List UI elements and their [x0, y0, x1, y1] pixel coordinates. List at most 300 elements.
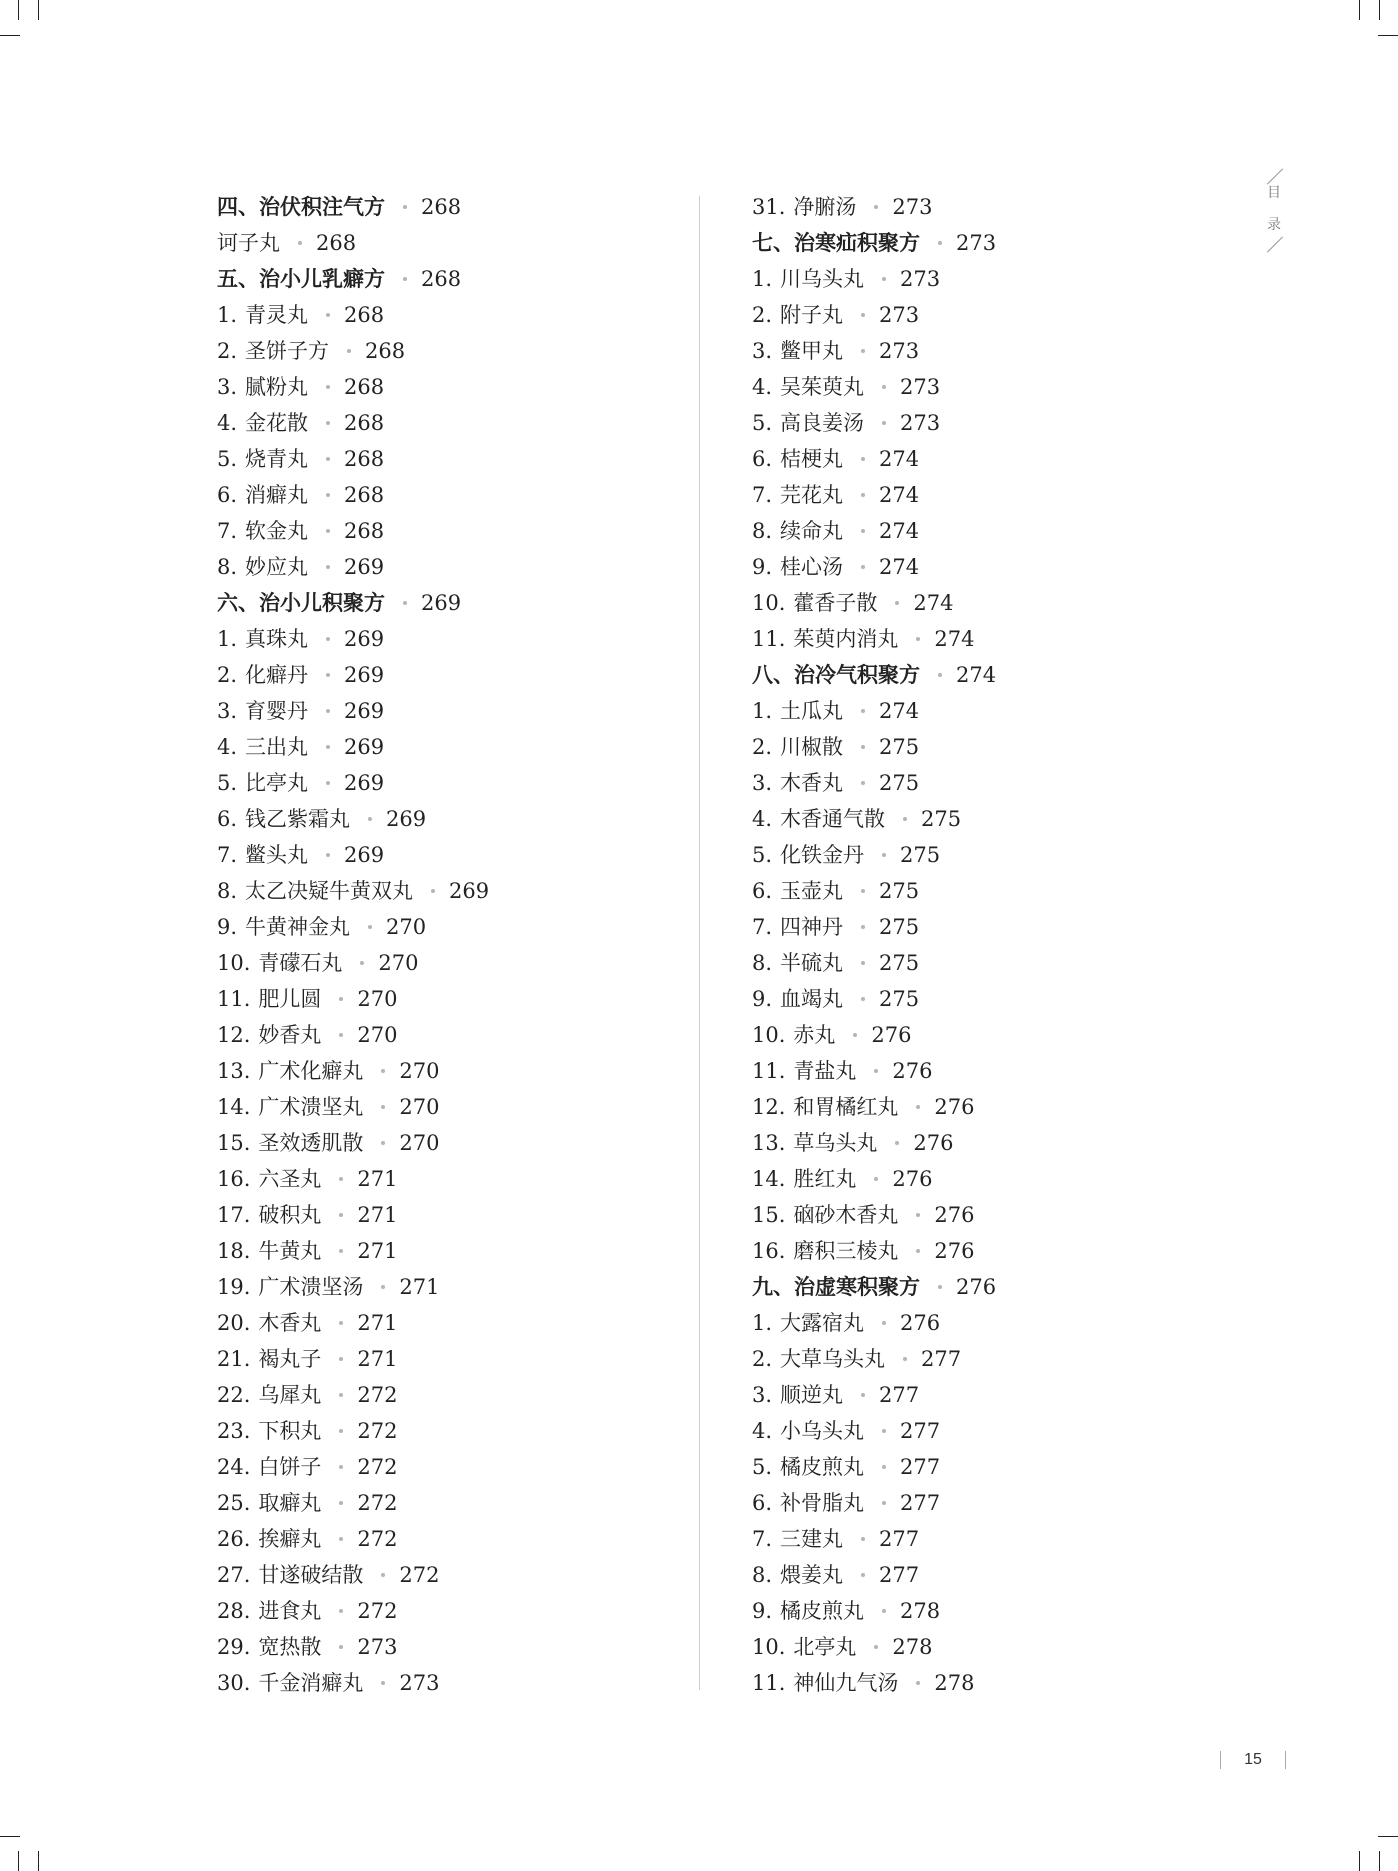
toc-entry-title: 腻粉丸 — [245, 375, 309, 399]
toc-entry-page: 272 — [357, 1383, 398, 1407]
toc-entry — [752, 693, 1222, 729]
toc-entry-number: 5. — [217, 447, 238, 471]
toc-entry-page: 273 — [900, 267, 941, 291]
toc-entry — [217, 369, 687, 405]
leader-dot — [360, 961, 364, 965]
toc-entry-number: 9. — [752, 987, 773, 1011]
leader-dot — [882, 421, 886, 425]
toc-entry-number: 26. — [217, 1527, 251, 1551]
toc-entry-title: 橘皮煎丸 — [780, 1599, 865, 1623]
toc-entry-page: 274 — [879, 519, 920, 543]
toc-entry-title: 化癖丹 — [245, 663, 309, 687]
toc-entry-number: 6. — [217, 483, 238, 507]
toc-entry-title: 妙香丸 — [258, 1023, 322, 1047]
toc-entry-title: 川乌头丸 — [780, 267, 865, 291]
toc-entry-title: 圣效透肌散 — [258, 1131, 364, 1155]
toc-entry — [217, 441, 687, 477]
toc-entry-page: 273 — [879, 303, 920, 327]
toc-entry-number: 5. — [752, 411, 773, 435]
toc-entry-title: 桔梗丸 — [780, 447, 844, 471]
toc-entry-page: 276 — [913, 1131, 954, 1155]
toc-entry-title: 净腑汤 — [793, 195, 857, 219]
toc-entry — [217, 477, 687, 513]
toc-entry — [752, 621, 1222, 657]
toc-entry-title: 木香丸 — [258, 1311, 322, 1335]
leader-dot — [339, 1537, 343, 1541]
toc-entry-number: 8. — [217, 879, 238, 903]
toc-entry — [217, 693, 687, 729]
toc-entry-title: 六圣丸 — [258, 1167, 322, 1191]
toc-entry-title: 三建丸 — [780, 1527, 844, 1551]
toc-entry-title: 四、治伏积注气方 — [217, 194, 385, 219]
leader-dot — [882, 1465, 886, 1469]
toc-entry-page: 268 — [344, 411, 385, 435]
toc-entry-number: 22. — [217, 1383, 251, 1407]
toc-entry-page: 270 — [378, 951, 419, 975]
toc-entry — [752, 1665, 1222, 1701]
toc-entry-page: 276 — [956, 1275, 997, 1299]
leader-dot — [882, 1429, 886, 1433]
leader-dot — [861, 529, 865, 533]
toc-entry — [217, 1305, 687, 1341]
toc-entry-page: 268 — [316, 231, 357, 255]
toc-entry-page: 269 — [421, 591, 462, 615]
leader-dot — [861, 313, 865, 317]
leader-dot — [916, 1681, 920, 1685]
toc-entry-number: 23. — [217, 1419, 251, 1443]
toc-entry-number: 13. — [217, 1059, 251, 1083]
toc-entry-page: 270 — [399, 1095, 440, 1119]
leader-dot — [874, 1177, 878, 1181]
toc-entry-page: 274 — [879, 555, 920, 579]
toc-entry — [217, 1341, 687, 1377]
toc-entry — [752, 261, 1222, 297]
toc-entry-page: 269 — [344, 771, 385, 795]
side-tab-char: 录 — [1267, 217, 1281, 233]
leader-dot — [882, 1609, 886, 1613]
toc-entry-title: 进食丸 — [258, 1599, 322, 1623]
leader-dot — [916, 1249, 920, 1253]
toc-entry-number: 24. — [217, 1455, 251, 1479]
leader-dot — [916, 1105, 920, 1109]
toc-entry-number: 16. — [752, 1239, 786, 1263]
toc-entry-number: 1. — [752, 699, 773, 723]
leader-dot — [882, 277, 886, 281]
leader-dot — [938, 1285, 942, 1289]
toc-entry-page: 269 — [344, 735, 385, 759]
toc-entry-title: 褐丸子 — [258, 1347, 322, 1371]
toc-entry — [217, 333, 687, 369]
toc-entry-page: 275 — [879, 915, 920, 939]
toc-entry-title: 胜红丸 — [793, 1167, 857, 1191]
leader-dot — [326, 493, 330, 497]
toc-entry-number: 7. — [752, 483, 773, 507]
leader-dot — [326, 565, 330, 569]
toc-entry-page: 268 — [344, 303, 385, 327]
toc-entry — [752, 1161, 1222, 1197]
leader-dot — [861, 457, 865, 461]
toc-entry-title: 比亭丸 — [245, 771, 309, 795]
toc-entry-number: 3. — [217, 375, 238, 399]
leader-dot — [347, 349, 351, 353]
toc-entry-number: 27. — [217, 1563, 251, 1587]
toc-entry — [752, 837, 1222, 873]
toc-entry-page: 277 — [900, 1455, 941, 1479]
toc-section-heading — [217, 261, 687, 297]
toc-entry-page: 275 — [879, 735, 920, 759]
toc-entry — [752, 513, 1222, 549]
leader-dot — [339, 1465, 343, 1469]
toc-entry-page: 269 — [386, 807, 427, 831]
leader-dot — [326, 529, 330, 533]
toc-entry-page: 268 — [344, 447, 385, 471]
toc-entry-number: 12. — [217, 1023, 251, 1047]
toc-entry-title: 鳖甲丸 — [780, 339, 844, 363]
toc-entry-page: 268 — [365, 339, 406, 363]
toc-entry-title: 鳖头丸 — [245, 843, 309, 867]
toc-entry-number: 12. — [752, 1095, 786, 1119]
leader-dot — [326, 673, 330, 677]
toc-entry-number: 4. — [752, 807, 773, 831]
toc-entry-page: 276 — [900, 1311, 941, 1335]
toc-entry-page: 273 — [900, 375, 941, 399]
toc-entry-number: 19. — [217, 1275, 251, 1299]
toc-entry-number: 3. — [752, 339, 773, 363]
leader-dot — [861, 925, 865, 929]
toc-entry-page: 271 — [399, 1275, 440, 1299]
leader-dot — [339, 1321, 343, 1325]
toc-entry-title: 顺逆丸 — [780, 1383, 844, 1407]
toc-entry — [752, 1197, 1222, 1233]
toc-entry-page: 272 — [357, 1419, 398, 1443]
toc-entry — [752, 1125, 1222, 1161]
leader-dot — [403, 601, 407, 605]
toc-entry-page: 277 — [879, 1527, 920, 1551]
toc-entry-number: 7. — [752, 1527, 773, 1551]
leader-dot — [938, 673, 942, 677]
toc-entry-page: 278 — [900, 1599, 941, 1623]
leader-dot — [916, 1213, 920, 1217]
toc-entry-number: 14. — [217, 1095, 251, 1119]
toc-entry-page: 275 — [879, 987, 920, 1011]
toc-section-heading — [752, 225, 1222, 261]
toc-entry — [217, 549, 687, 585]
toc-entry-title: 高良姜汤 — [780, 411, 865, 435]
toc-entry-number: 7. — [217, 519, 238, 543]
leader-dot — [853, 1033, 857, 1037]
toc-section-heading — [217, 585, 687, 621]
toc-entry — [752, 1413, 1222, 1449]
leader-dot — [368, 925, 372, 929]
toc-entry-title: 橘皮煎丸 — [780, 1455, 865, 1479]
toc-entry-title: 大露宿丸 — [780, 1311, 865, 1335]
toc-entry-page: 274 — [879, 447, 920, 471]
toc-entry — [752, 1017, 1222, 1053]
toc-entry-title: 藿香子散 — [793, 591, 878, 615]
toc-entry-title: 小乌头丸 — [780, 1419, 865, 1443]
toc-entry-page: 269 — [344, 627, 385, 651]
toc-entry-number: 1. — [752, 1311, 773, 1335]
toc-entry-page: 275 — [921, 807, 962, 831]
leader-dot — [381, 1681, 385, 1685]
toc-entry-page: 268 — [421, 195, 462, 219]
leader-dot — [298, 241, 302, 245]
toc-entry-page: 272 — [357, 1455, 398, 1479]
toc-entry-title: 太乙决疑牛黄双丸 — [245, 879, 414, 903]
toc-entry-number: 4. — [752, 375, 773, 399]
toc-entry-page: 276 — [934, 1095, 975, 1119]
leader-dot — [339, 1177, 343, 1181]
toc-entry-title: 妙应丸 — [245, 555, 309, 579]
toc-entry-page: 273 — [900, 411, 941, 435]
toc-entry-title: 北亭丸 — [793, 1635, 857, 1659]
toc-entry-title: 烧青丸 — [245, 447, 309, 471]
leader-dot — [882, 385, 886, 389]
leader-dot — [882, 1501, 886, 1505]
leader-dot — [339, 1357, 343, 1361]
toc-entry-page: 276 — [934, 1203, 975, 1227]
toc-entry — [752, 405, 1222, 441]
toc-entry — [752, 765, 1222, 801]
leader-dot — [403, 277, 407, 281]
leader-dot — [861, 493, 865, 497]
toc-entry-page: 272 — [357, 1599, 398, 1623]
toc-entry-page: 275 — [879, 879, 920, 903]
toc-entry-number: 1. — [217, 303, 238, 327]
leader-dot — [381, 1069, 385, 1073]
toc-entry-number: 8. — [752, 519, 773, 543]
toc-entry-number: 4. — [217, 411, 238, 435]
toc-entry-number: 10. — [752, 1023, 786, 1047]
toc-entry-title: 诃子丸 — [217, 231, 280, 255]
leader-dot — [903, 1357, 907, 1361]
toc-entry-title: 土瓜丸 — [780, 699, 844, 723]
toc-entry-number: 10. — [217, 951, 251, 975]
toc-entry-title: 九、治虚寒积聚方 — [752, 1274, 920, 1299]
toc-entry-title: 血竭丸 — [780, 987, 844, 1011]
toc-entry-title: 化铁金丹 — [780, 843, 865, 867]
toc-entry — [752, 873, 1222, 909]
toc-entry-number: 1. — [752, 267, 773, 291]
leader-dot — [861, 745, 865, 749]
toc-entry-number: 8. — [217, 555, 238, 579]
toc-entry-title: 三出丸 — [245, 735, 309, 759]
toc-entry-page: 274 — [934, 627, 975, 651]
toc-entry-number: 3. — [217, 699, 238, 723]
toc-entry-number: 11. — [217, 987, 251, 1011]
toc-entry — [217, 1557, 687, 1593]
toc-entry-page: 272 — [399, 1563, 440, 1587]
toc-entry-page: 277 — [879, 1563, 920, 1587]
toc-entry-title: 半硫丸 — [780, 951, 844, 975]
toc-entry-title: 肥儿圆 — [258, 987, 322, 1011]
toc-entry — [217, 945, 687, 981]
toc-entry-page: 273 — [357, 1635, 398, 1659]
toc-entry — [217, 1377, 687, 1413]
toc-entry-number: 10. — [752, 591, 786, 615]
toc-entry-number: 21. — [217, 1347, 251, 1371]
toc-entry-page: 269 — [344, 843, 385, 867]
leader-dot — [381, 1141, 385, 1145]
toc-entry-page: 276 — [892, 1167, 933, 1191]
toc-entry-title: 青礞石丸 — [258, 951, 343, 975]
toc-entry-title: 育婴丹 — [245, 699, 309, 723]
toc-entry-number: 11. — [752, 1059, 786, 1083]
toc-left-column — [217, 189, 687, 1701]
leader-dot — [938, 241, 942, 245]
toc-entry-page: 271 — [357, 1203, 398, 1227]
toc-entry — [752, 801, 1222, 837]
toc-entry — [217, 765, 687, 801]
toc-entry — [217, 1521, 687, 1557]
toc-entry — [752, 945, 1222, 981]
toc-entry-title: 青灵丸 — [245, 303, 309, 327]
toc-entry — [752, 549, 1222, 585]
leader-dot — [326, 385, 330, 389]
leader-dot — [882, 853, 886, 857]
toc-entry-number: 20. — [217, 1311, 251, 1335]
leader-dot — [339, 1249, 343, 1253]
toc-entry-title: 草乌头丸 — [793, 1131, 878, 1155]
leader-dot — [895, 601, 899, 605]
toc-entry-title: 桂心汤 — [780, 555, 844, 579]
toc-entry-page: 271 — [357, 1311, 398, 1335]
toc-entry — [752, 1053, 1222, 1089]
toc-entry-number: 1. — [217, 627, 238, 651]
toc-entry-title: 下积丸 — [258, 1419, 322, 1443]
leader-dot — [381, 1285, 385, 1289]
toc-entry-number: 28. — [217, 1599, 251, 1623]
toc-entry-page: 270 — [386, 915, 427, 939]
toc-entry-title: 神仙九气汤 — [793, 1671, 899, 1695]
toc-entry-title: 磨积三棱丸 — [793, 1239, 899, 1263]
toc-entry-page: 271 — [357, 1167, 398, 1191]
toc-entry-number: 14. — [752, 1167, 786, 1191]
toc-entry-number: 2. — [217, 339, 238, 363]
leader-dot — [861, 889, 865, 893]
toc-entry-page: 273 — [956, 231, 997, 255]
toc-entry-number: 17. — [217, 1203, 251, 1227]
toc-entry-page: 278 — [892, 1635, 933, 1659]
toc-entry-title: 玉壶丸 — [780, 879, 844, 903]
toc-entry-page: 274 — [913, 591, 954, 615]
leader-dot — [882, 1321, 886, 1325]
toc-entry-number: 30. — [217, 1671, 251, 1695]
toc-entry-page: 278 — [934, 1671, 975, 1695]
toc-entry-page: 276 — [892, 1059, 933, 1083]
leader-dot — [326, 745, 330, 749]
toc-entry-title: 煨姜丸 — [780, 1563, 844, 1587]
toc-entry-number: 2. — [752, 735, 773, 759]
toc-entry-title: 大草乌头丸 — [780, 1347, 886, 1371]
toc-entry — [752, 1233, 1222, 1269]
toc-entry-number: 13. — [752, 1131, 786, 1155]
toc-entry — [752, 477, 1222, 513]
toc-entry-page: 271 — [357, 1239, 398, 1263]
leader-dot — [431, 889, 435, 893]
toc-entry-number: 5. — [217, 771, 238, 795]
toc-entry-page: 269 — [344, 699, 385, 723]
toc-entry-title: 钱乙紫霜丸 — [245, 807, 351, 831]
toc-entry-number: 2. — [217, 663, 238, 687]
toc-entry-number: 7. — [217, 843, 238, 867]
toc-entry-number: 31. — [752, 195, 786, 219]
toc-entry-number: 10. — [752, 1635, 786, 1659]
toc-entry — [752, 909, 1222, 945]
toc-entry-number: 11. — [752, 1671, 786, 1695]
toc-entry-title: 消癖丸 — [245, 483, 309, 507]
toc-entry-page: 268 — [344, 375, 385, 399]
toc-entry-title: 甘遂破结散 — [258, 1563, 364, 1587]
toc-entry-title: 广术溃坚汤 — [258, 1275, 364, 1299]
toc-entry — [752, 1485, 1222, 1521]
toc-entry-page: 272 — [357, 1527, 398, 1551]
toc-entry-number: 8. — [752, 1563, 773, 1587]
toc-entry-number: 18. — [217, 1239, 251, 1263]
toc-entry — [752, 1341, 1222, 1377]
leader-dot — [861, 1537, 865, 1541]
toc-entry — [217, 1269, 687, 1305]
toc-entry-title: 六、治小儿积聚方 — [217, 590, 385, 615]
toc-entry-number: 15. — [217, 1131, 251, 1155]
toc-entry-page: 271 — [357, 1347, 398, 1371]
leader-dot — [916, 637, 920, 641]
toc-entry-number: 9. — [752, 555, 773, 579]
toc-entry — [752, 1593, 1222, 1629]
toc-entry — [217, 909, 687, 945]
leader-dot — [326, 853, 330, 857]
toc-entry-page: 277 — [900, 1419, 941, 1443]
toc-entry-page: 277 — [900, 1491, 941, 1515]
toc-entry-title: 乌犀丸 — [258, 1383, 322, 1407]
leader-dot — [874, 1069, 878, 1073]
toc-entry-number: 5. — [752, 1455, 773, 1479]
leader-dot — [861, 349, 865, 353]
toc-entry-title: 木香通气散 — [780, 807, 886, 831]
toc-entry-number: 2. — [752, 1347, 773, 1371]
toc-entry — [217, 729, 687, 765]
toc-entry-page: 270 — [357, 1023, 398, 1047]
toc-entry-number: 7. — [752, 915, 773, 939]
toc-entry — [217, 1197, 687, 1233]
toc-entry — [217, 873, 687, 909]
toc-entry-page: 269 — [344, 555, 385, 579]
leader-dot — [874, 205, 878, 209]
toc-entry-title: 硇砂木香丸 — [793, 1203, 899, 1227]
toc-entry-page: 270 — [399, 1059, 440, 1083]
toc-entry-page: 269 — [344, 663, 385, 687]
toc-entry-page: 275 — [879, 771, 920, 795]
leader-dot — [339, 1645, 343, 1649]
toc-entry-number: 6. — [217, 807, 238, 831]
toc-entry-page: 274 — [879, 699, 920, 723]
leader-dot — [339, 997, 343, 1001]
leader-dot — [895, 1141, 899, 1145]
toc-entry — [217, 1449, 687, 1485]
toc-entry-page: 276 — [934, 1239, 975, 1263]
side-tab-char: 目 — [1267, 185, 1281, 201]
toc-entry — [752, 369, 1222, 405]
toc-entry-number: 3. — [752, 771, 773, 795]
leader-dot — [339, 1033, 343, 1037]
toc-entry — [752, 729, 1222, 765]
toc-entry — [217, 621, 687, 657]
leader-dot — [861, 709, 865, 713]
toc-entry-title: 挨癖丸 — [258, 1527, 322, 1551]
column-divider — [699, 196, 700, 1690]
toc-entry-page: 268 — [421, 267, 462, 291]
leader-dot — [861, 781, 865, 785]
